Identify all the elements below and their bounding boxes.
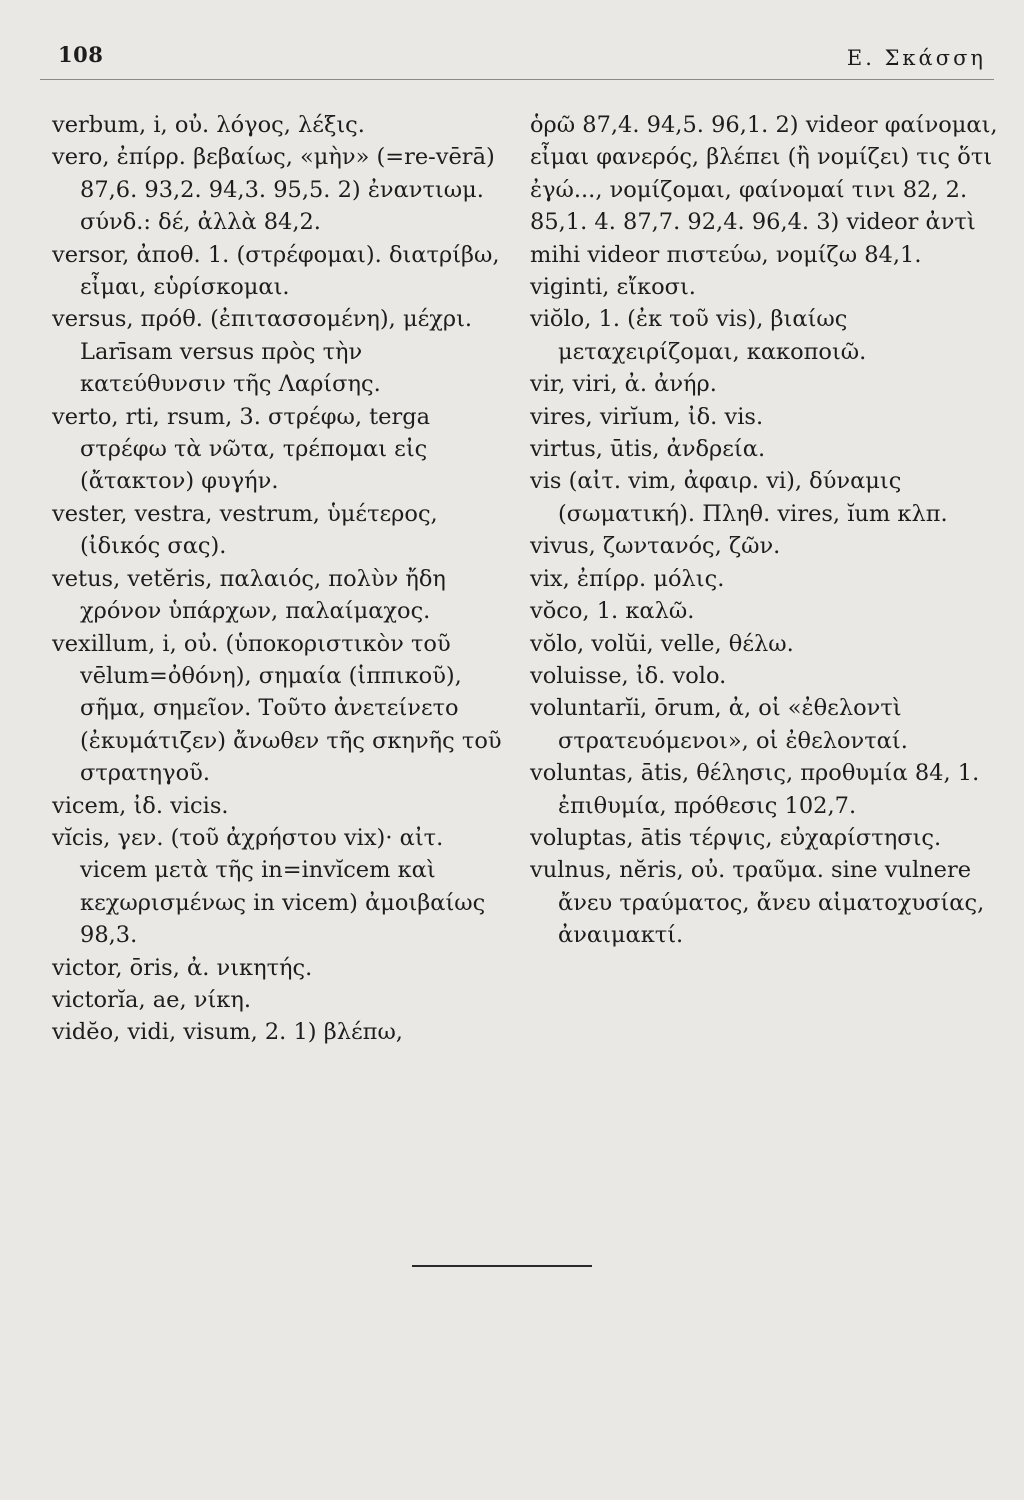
entry-versor: versor, ἀποθ. 1. (στρέφομαι). διατρίβω, εἶμαι, εὑρίσκομαι.: [52, 241, 500, 301]
entry-vicem: vicem, ἰδ. vicis.: [52, 792, 229, 819]
entry-vir: vir, viri, ἀ. ἀνήρ.: [530, 371, 717, 398]
entry-video: vidĕo, vidi, visum, 2. 1) βλέπω,: [52, 1019, 403, 1046]
entry-vexillum: vexillum, i, οὐ. (ὑποκοριστικὸν τοῦ vēlum=ὀθόνη), σημαία (ἱππικοῦ), σῆμα, σημεῖον. Τοῦτο ἀνετείνετο (ἐκυμάτιζεν) ἄνωθεν τῆς σκηνῆς τοῦ στρατηγοῦ.: [52, 630, 502, 787]
entry-voco: vŏco, 1. καλῶ.: [530, 598, 695, 625]
right-column: [530, 109, 1002, 952]
entry-voluntarii: voluntarĭi, ōrum, ἀ, οἱ «ἐθελοντὶ στρατευόμενοι», οἱ ἐθελονταί.: [530, 695, 908, 754]
entry-versus: versus, πρόθ. (ἐπιτασσομένη), μέχρι. Larīsam versus πρὸς τὴν κατεύθυνσιν τῆς Λαρίσης.: [52, 306, 473, 398]
entry-vivus: vivus, ζωντανός, ζῶν.: [530, 533, 781, 560]
entry-vester: vester, vestra, vestrum, ὑμέτερος, (ἰδικός σας).: [52, 500, 438, 560]
left-column: [52, 109, 502, 1049]
entry-vero: vero, ἐπίρρ. βεβαίως, «μὴν» (=re-vērā) 87,6. 93,2. 94,3. 95,5. 2) ἐναντιωμ. σύνδ.: δέ, ἀλλὰ 84,2.: [52, 144, 495, 236]
entry-victor: victor, ōris, ἀ. νικητής.: [52, 954, 313, 981]
entry-vulnus: vulnus, nĕris, οὐ. τραῦμα. sine vulnere ἄνευ τραύματος, ἄνευ αἱματοχυσίας, ἀναιμακτί.: [530, 857, 985, 949]
entry-virtus: virtus, ūtis, ἀνδρεία.: [530, 436, 766, 463]
header-rule: [40, 79, 994, 80]
entry-vires: vires, virĭum, ἰδ. vis.: [530, 403, 764, 430]
entry-volo: vŏlo, volŭi, velle, θέλω.: [530, 630, 794, 657]
entry-voluptas: voluptas, ātis τέρψις, εὐχαρίστησις.: [530, 824, 942, 851]
entry-vis: vis (αἰτ. vim, ἀφαιρ. vi), δύναμις (σωματική). Πληθ. vires, ĭum κλπ.: [530, 468, 948, 527]
entry-verbum: verbum, i, οὐ. λόγος, λέξις.: [52, 112, 365, 138]
entry-voluisse: voluisse, ἰδ. volo.: [530, 662, 727, 689]
entry-video-continued: ὁρῶ 87,4. 94,5. 96,1. 2) videor φαίνομαι, εἶμαι φανερός, βλέπει (ἢ νομίζει) τις ὅτι ἐγώ..., νομίζομαι, φαίνομαί τινι 82, 2. 85,1. 4. 87,7. 92,4. 96,4. 3) videor ἀντὶ mihi videor πιστεύω, νομίζω 84,1.: [530, 112, 998, 268]
end-of-section-rule: [412, 1265, 592, 1267]
entry-viginti: viginti, εἴκοσι.: [530, 274, 696, 301]
page-number: 108: [58, 42, 104, 67]
entry-vix: vix, ἐπίρρ. μόλις.: [530, 565, 725, 592]
entry-vicis: vĭcis, γεν. (τοῦ ἀχρήστου vix)· αἰτ. vicem μετὰ τῆς in=invĭcem καὶ κεχωρισμένως in vicem) ἀμοιβαίως 98,3.: [52, 824, 486, 949]
entry-victoria: victorĭa, ae, νίκη.: [52, 986, 251, 1013]
running-head-author: Ε. Σκάσση: [846, 46, 986, 70]
entry-verto: verto, rti, rsum, 3. στρέφω, terga στρέφω τὰ νῶτα, τρέπομαι εἰς (ἄτακτον) φυγήν.: [52, 403, 431, 495]
entry-vetus: vetus, vetĕris, παλαιός, πολὺν ἤδη χρόνον ὑπάρχων, παλαίμαχος.: [52, 565, 446, 625]
entry-voluntas: voluntas, ātis, θέλησις, προθυμία 84, 1. ἐπιθυμία, πρόθεσις 102,7.: [530, 760, 980, 819]
entry-violo: viŏlo, 1. (ἐκ τοῦ vis), βιαίως μεταχειρίζομαι, κακοποιῶ.: [530, 306, 867, 365]
